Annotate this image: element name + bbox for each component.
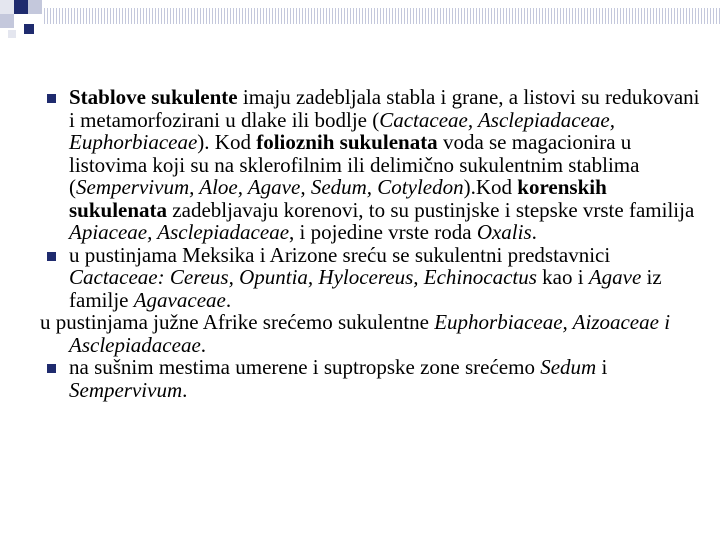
text-run: . <box>182 377 188 402</box>
text-run: i <box>596 355 608 379</box>
bold-term: korenskih sukulenata <box>69 175 607 222</box>
text-run: . <box>531 220 537 244</box>
slide-body <box>40 86 705 401</box>
bullet-paragraph <box>40 86 705 244</box>
text-run: voda se magacionira u listovima koji su na sklerofilnim ili delimično sukulentnim stablima ( <box>69 130 640 199</box>
text-run: ). Kod <box>197 130 257 154</box>
italic-term: Agave <box>588 265 642 289</box>
italic-term: Agavaceae <box>133 287 226 312</box>
italic-term: Euphorbiaceae, Aizoaceae i Asclepiadaceae <box>69 310 671 357</box>
italic-term: Sempervivum <box>69 377 183 402</box>
italic-term: Cactaceae: Cereus, Opuntia, Hylocereus, Echinocactus <box>69 265 537 289</box>
text-run: zadebljavaju korenovi, to su pustinjske i stepske vrste familija <box>167 197 695 222</box>
text-run: . <box>200 332 207 357</box>
text-run: na sušnim mestima umerene i suptropske zone srećemo <box>69 355 541 379</box>
bold-term: folioznih sukulenata <box>256 130 438 154</box>
square-bullet-icon <box>47 364 56 373</box>
text-run: ).Kod <box>463 175 518 199</box>
text-run: u pustinjama Meksika i Arizone sreću se sukulentni predstavnici <box>69 242 611 267</box>
bold-term: Stablove sukulente <box>69 85 238 109</box>
bullet-paragraph <box>40 244 705 312</box>
text-run: u pustinjama južne Afrike srećemo sukulentne <box>40 310 435 334</box>
paragraph <box>40 311 705 356</box>
text-run: . <box>225 287 232 312</box>
bullet-paragraph <box>40 356 705 401</box>
text-run: kao i <box>536 265 589 289</box>
text-run: imaju zadebljala stabla i grane, a listovi su redukovani i metamorfozirani u dlake ili bodlje ( <box>69 85 700 132</box>
text-run: iz familje <box>69 265 662 312</box>
header-bar <box>44 8 720 24</box>
italic-term: Cactaceae, Asclepiadaceae, Euphorbiaceae <box>69 107 616 154</box>
italic-term: Apiaceae, Asclepiadaceae <box>69 220 290 244</box>
text-run: , i pojedine vrste roda <box>289 220 477 244</box>
square-bullet-icon <box>47 252 56 261</box>
italic-term: Oxalis <box>476 220 532 244</box>
italic-term: Sedum <box>540 355 597 379</box>
square-bullet-icon <box>47 94 56 103</box>
italic-term: Sempervivum, Aloe, Agave, Sedum, Cotyledon <box>76 175 464 199</box>
